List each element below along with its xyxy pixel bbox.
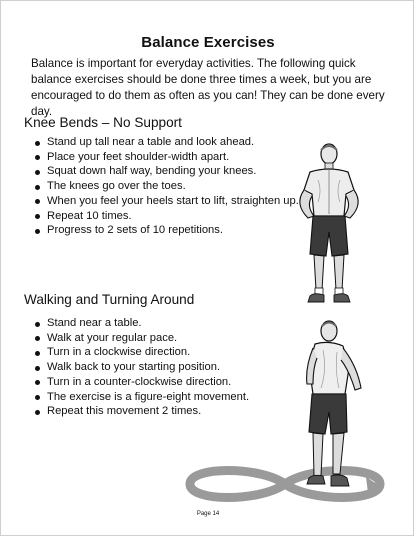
list-item: Turn in a counter-clockwise direction. <box>34 375 249 390</box>
walking-turning-heading: Walking and Turning Around <box>24 292 195 307</box>
knee-bends-steps <box>34 135 299 238</box>
list-item: Squat down half way, bending your knees. <box>34 164 299 179</box>
list-item: Repeat 10 times. <box>34 209 299 224</box>
standing-man-illustration <box>288 140 368 310</box>
list-item: When you feel your heels start to lift, straighten up. <box>34 194 299 209</box>
page-title: Balance Exercises <box>141 34 275 51</box>
page-number: Page 14 <box>196 511 220 517</box>
knee-bends-heading: Knee Bends – No Support <box>24 115 182 130</box>
walking-man-illustration <box>293 318 373 502</box>
list-item: Repeat this movement 2 times. <box>34 404 249 419</box>
list-item: Walk at your regular pace. <box>34 331 249 346</box>
list-item: Progress to 2 sets of 10 repetitions. <box>34 223 299 238</box>
intro-paragraph: Balance is important for everyday activities. The following quick balance exercises should be done three times a week, but you are encouraged to do them as often as you can! They can be done every day. <box>31 57 385 118</box>
list-item: Walk back to your starting position. <box>34 360 249 375</box>
list-item: Turn in a clockwise direction. <box>34 345 249 360</box>
walking-turning-steps <box>34 316 249 419</box>
list-item: The knees go over the toes. <box>34 179 299 194</box>
list-item: Place your feet shoulder-width apart. <box>34 150 299 165</box>
list-item: Stand near a table. <box>34 316 249 331</box>
list-item: Stand up tall near a table and look ahead. <box>34 135 299 150</box>
list-item: The exercise is a figure-eight movement. <box>34 390 249 405</box>
